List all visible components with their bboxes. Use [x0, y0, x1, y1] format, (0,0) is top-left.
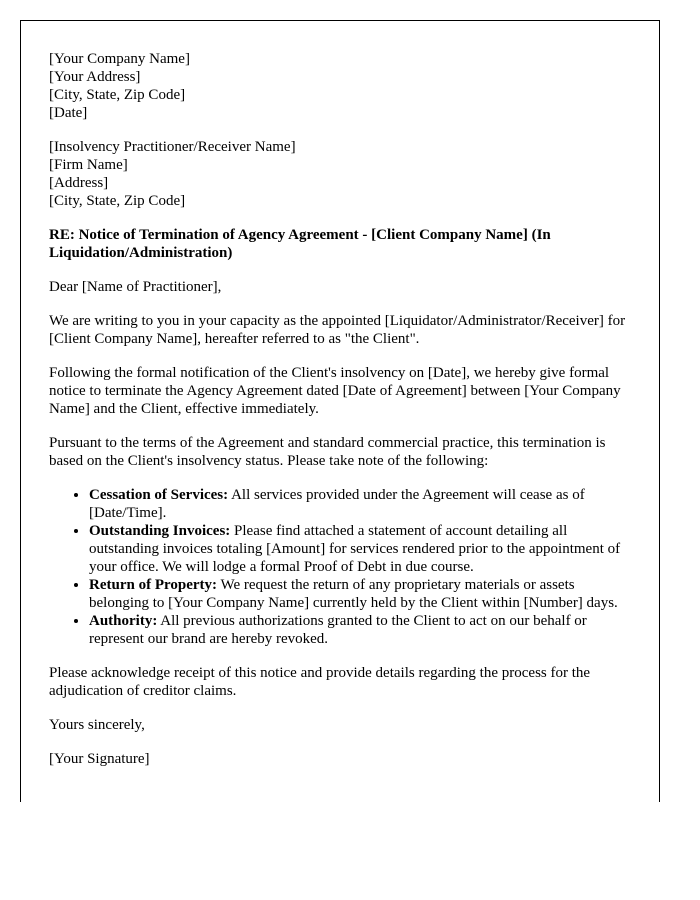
sender-city: [City, State, Zip Code]	[49, 87, 186, 103]
terms-list	[49, 486, 634, 648]
list-item	[89, 522, 634, 576]
list-item-title: Cessation of Services:	[89, 487, 229, 503]
letter-date: [Date]	[49, 105, 88, 121]
closing-paragraph: Please acknowledge receipt of this notice and provide details regarding the process for the adjudication of creditor claims.	[49, 665, 591, 699]
recipient-name: [Insolvency Practitioner/Receiver Name]	[49, 139, 296, 155]
recipient-firm: [Firm Name]	[49, 157, 128, 173]
salutation: Dear [Name of Practitioner],	[49, 279, 222, 295]
list-item	[89, 486, 634, 522]
body-paragraph-1: We are writing to you in your capacity as the appointed [Liquidator/Administrator/Receiver] for [Client Company Name], hereafter referred to as "the Client".	[49, 313, 626, 347]
list-item-text: All previous authorizations granted to the Client to act on our behalf or represent our brand are hereby revoked.	[89, 613, 587, 647]
signature: [Your Signature]	[49, 751, 150, 767]
subject-line: RE: Notice of Termination of Agency Agreement - [Client Company Name] (In Liquidation/Administration)	[49, 227, 551, 261]
recipient-address-block	[49, 138, 634, 210]
list-item-text: All services provided under the Agreement will cease as of [Date/Time].	[89, 487, 585, 521]
list-item-title: Outstanding Invoices:	[89, 523, 231, 539]
list-item	[89, 576, 634, 612]
list-item-title: Authority:	[89, 613, 158, 629]
list-item	[89, 612, 634, 648]
letter-page	[20, 20, 660, 802]
recipient-address: [Address]	[49, 175, 109, 191]
recipient-city: [City, State, Zip Code]	[49, 193, 186, 209]
list-item-title: Return of Property:	[89, 577, 218, 593]
sender-company: [Your Company Name]	[49, 51, 190, 67]
body-paragraph-2: Following the formal notification of the Client's insolvency on [Date], we hereby give formal notice to terminate the Agency Agreement dated [Date of Agreement] between [Your Company Name] and the Client, effective immediately.	[49, 365, 621, 417]
sender-address-block	[49, 50, 634, 122]
body-paragraph-3: Pursuant to the terms of the Agreement and standard commercial practice, this termination is based on the Client's insolvency status. Please take note of the following:	[49, 435, 606, 469]
list-item-text: Please find attached a statement of account detailing all outstanding invoices totaling [Amount] for services rendered prior to the appointment of your office. We will lodge a formal Proof of Debt in due course.	[89, 523, 621, 575]
list-item-text: We request the return of any proprietary materials or assets belonging to [Your Company Name] currently held by the Client within [Number] days.	[89, 577, 618, 611]
letter-content	[49, 50, 634, 768]
valediction: Yours sincerely,	[49, 717, 145, 733]
sender-address: [Your Address]	[49, 69, 141, 85]
